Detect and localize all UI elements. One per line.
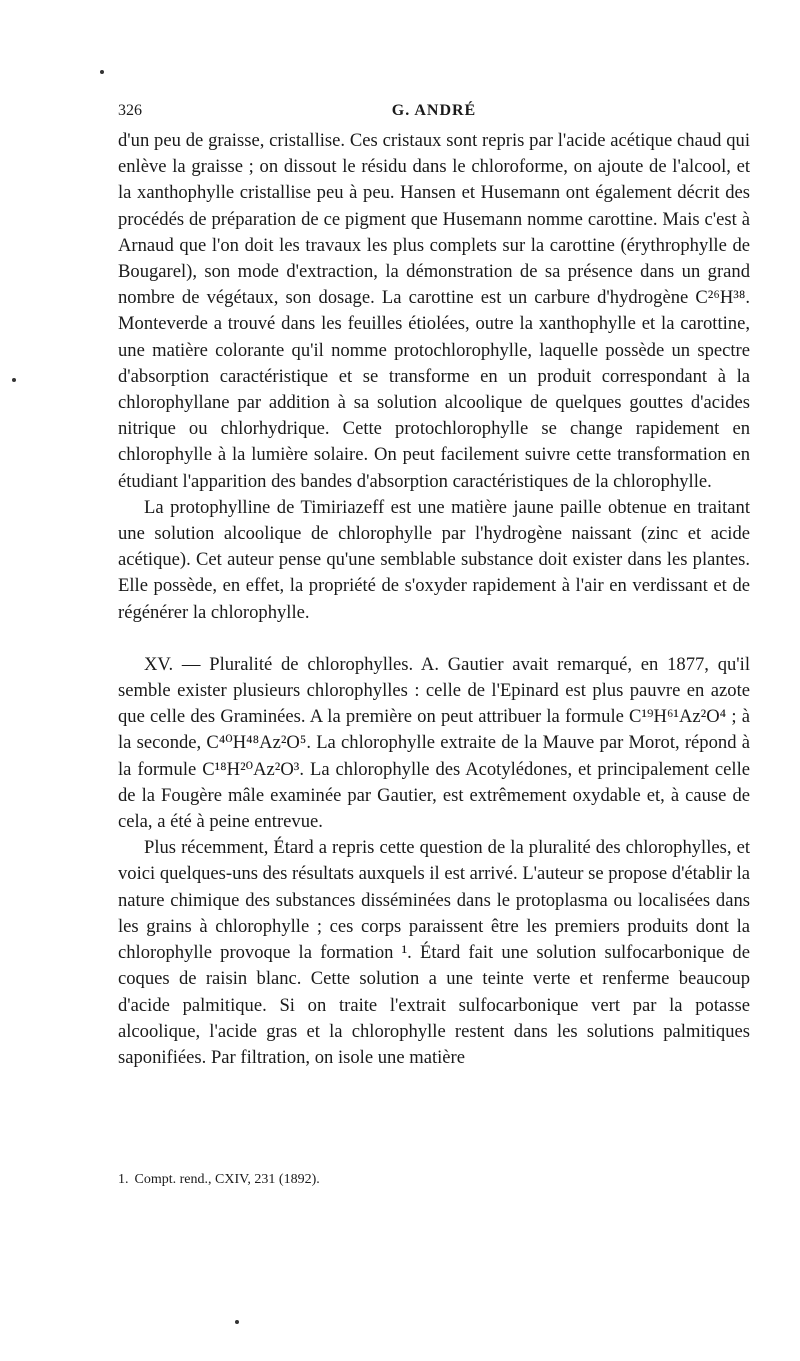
paragraph-etard: Plus récemment, Étard a repris cette question de la pluralité des chlorophylles, et voici quelques-uns des résultats auxquels il est arrivé. L'auteur se propose d'établir la nature chimique des substances disséminées dans le protoplasma ou localisées dans les grains à chlorophylle ; ces corps paraissent être les premiers produits dont la chlorophylle provoque la formation ¹. Étard fait une solution sulfocarbonique de coques de raisin blanc. Cette solution a une teinte verte et renferme beaucoup d'acide palmitique. Si on traite l'extrait sulfocarbonique vert par la potasse alcoolique, l'acide gras et la chlorophylle restent dans les solutions palmitiques saponifiées. Par filtration, on isole une matière: [118, 837, 750, 1068]
margin-mark: [12, 378, 16, 382]
speck-mark: [100, 70, 104, 74]
page-body: [118, 128, 750, 1071]
page-header: [118, 102, 750, 126]
section-xv-paragraph: XV. — Pluralité de chlorophylles. A. Gautier avait remarqué, en 1877, qu'il semble exister plusieurs chlorophylles : celle de l'Epinard est plus pauvre en azote que celle des Graminées. A la première on peut attribuer la formule C¹⁹H⁶¹Az²O⁴ ; à la seconde, C⁴⁰H⁴⁸Az²O⁵. La chlorophylle extraite de la Mauve par Morot, répond à la formule C¹⁸H²⁰Az²O³. La chlorophylle des Acotylédones, et principalement celle de la Fougère mâle examinée par Gautier, est extrêmement oxydable et, à cause de cela, a été à peine entrevue.: [118, 653, 750, 833]
footnote-text: Compt. rend., CXIV, 231 (1892).: [134, 1172, 320, 1187]
footnote-number: 1.: [118, 1172, 129, 1187]
section-gap: [118, 626, 750, 652]
paragraph-protophylline: La protophylline de Timiriazeff est une matière jaune paille obtenue en traitant une solution alcoolique de chlorophylle par l'hydrogène naissant (zinc et acide acétique). Cet auteur pense qu'une semblable substance doit exister dans les plantes. Elle possède, en effet, la propriété de s'oxyder rapidement à l'air en verdissant et de régénérer la chlorophylle.: [118, 496, 750, 623]
paragraph-carottine: d'un peu de graisse, cristallise. Ces cristaux sont repris par l'acide acétique chaud qui enlève la graisse ; on dissout le résidu dans le chloroforme, on ajoute de l'alcool, et la xanthophylle cristallise peu à peu. Hansen et Husemann ont également décrit des procédés de préparation de ce pigment que Husemann nomme carottine. Mais c'est à Arnaud que l'on doit les travaux les plus complets sur la carottine (érythrophylle de Bougarel), son mode d'extraction, la démonstration de sa présence dans un grand nombre de végétaux, son dosage. La carottine est un carbure d'hydrogène C²⁶H³⁸. Monteverde a trouvé dans les feuilles étiolées, outre la xanthophylle et la carottine, une matière colorante qu'il nomme protochlorophylle, laquelle possède un spectre d'absorption caractéristique et se transforme en un produit correspondant à la chlorophyllane par addition à sa solution alcoolique de quelques gouttes d'acides nitrique ou chlorhydrique. Cette protochlorophylle se change rapidement en chlorophylle à la lumière solaire. On peut facilement suivre cette transformation en étudiant l'apparition des bandes d'absorption caractéristiques de la chlorophylle.: [118, 130, 750, 492]
footnote: [118, 1172, 320, 1188]
page-number: 326: [118, 102, 142, 119]
speck-mark: [235, 1320, 239, 1324]
running-head: G. ANDRÉ: [391, 102, 477, 119]
